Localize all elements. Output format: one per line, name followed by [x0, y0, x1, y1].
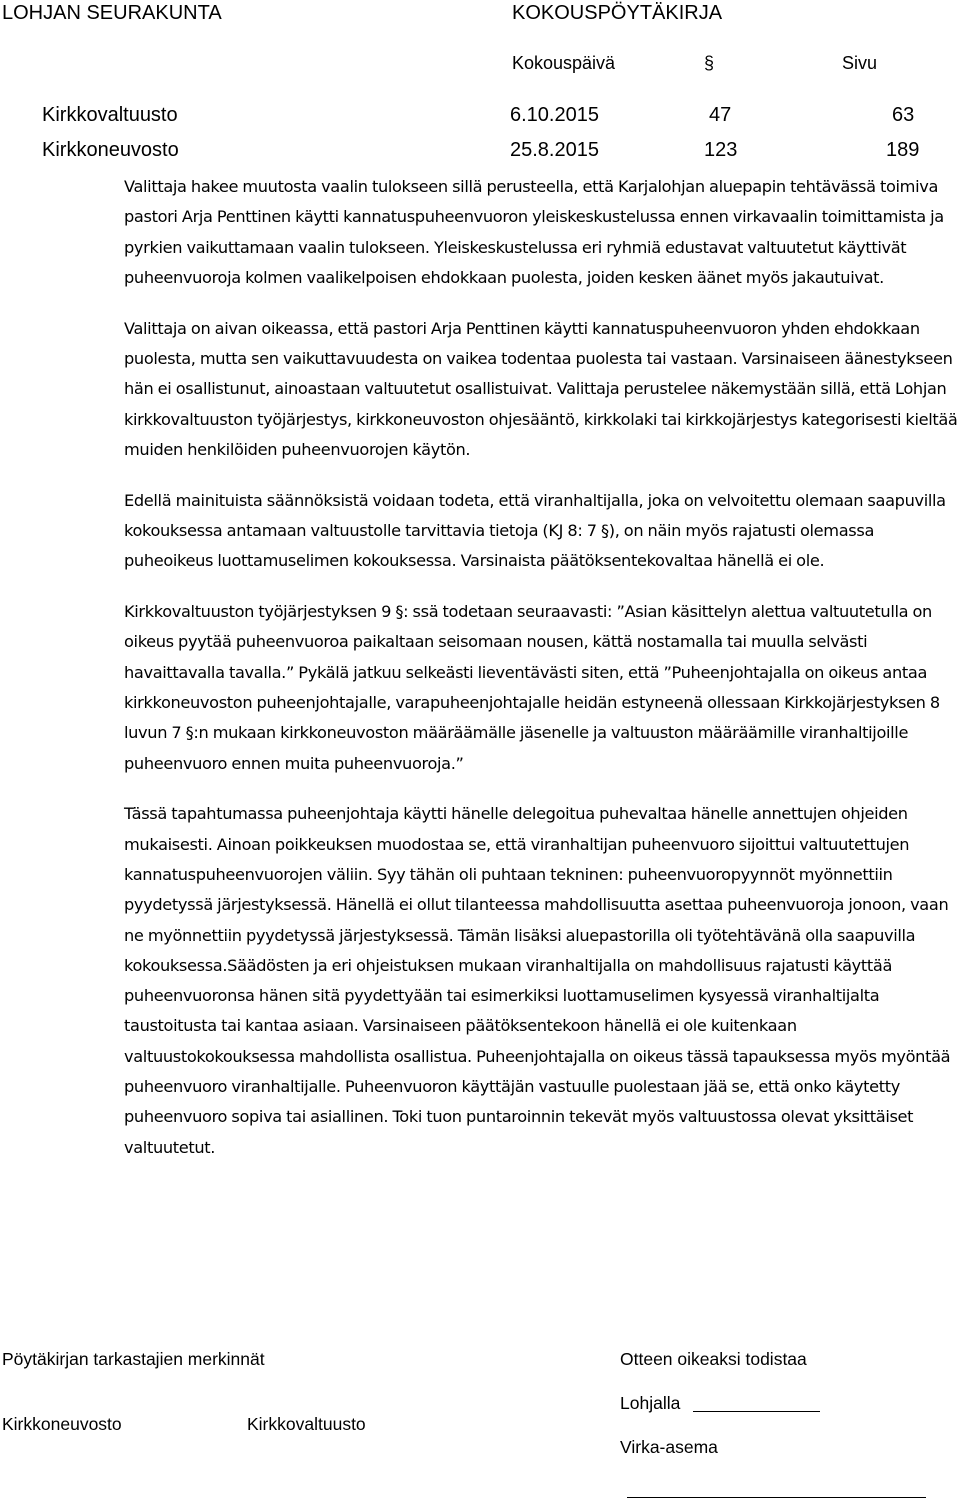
body-paragraph: Valittaja on aivan oikeassa, että pastori Arja Penttinen käytti kannatuspuheenvuoron yhden ehdokkaan puolesta, mutta sen vaikuttavuudesta on vaikea todentaa puolesta tai vastaan. Varsinaiseen äänestykseen hän ei osallistunut, ainoastaan valtuutetut osallistuivat. Valittaja perustelee näkemystään sillä, että Lohjan kirkkovaltuuston työjärjestys, kirkkoneuvoston ohjesääntö, kirkkolaki tai kirkkojärjestys kategorisesti kieltää muiden henkilöiden puheenvuorojen käytön. — [124, 318, 958, 459]
place-label: Lohjalla — [620, 1393, 681, 1413]
signature-line — [627, 1497, 926, 1498]
body-paragraph: Tässä tapahtumassa puheenjohtaja käytti hänelle delegoitua puhevaltaa hänelle annettujen ohjeiden mukaisesti. Ainoan poikkeuksen muodostaa se, että viranhaltijan puheenvuoro sijoittui valtuutettujen kannatuspuheenvuorojen väliin. Syy tähän oli puhtaan tekninen: puheenvuoropyynnöt myönnettiin pyydetyssä järjestyksessä. Hänellä ei ollut tilanteessa mahdollisuutta asettaa puheenvuoroja jonoon, vaan ne myönnettiin pyydetyssä järjestyksessä. Tämän lisäksi aluepastorilla oli työtehtävänä olla saapuvilla kokouksessa.Säädösten ja eri ohjeistuksen mukaan viranhaltijalla on mahdollisuus rajatusti käyttää puheenvuoronsa hänen sitä pyydettyään tai esimerkiksi luottamuselimen kysyessä viranhaltijalta taustoitusta tai kantaa asiaan. Varsinaiseen päätöksentekoon hänellä ei ole kuitenkaan valtuustokokouksessa mahdollista osallistua. Puheenjohtajalla on oikeus tässä tapauksessa myös myöntää puheenvuoro viranhaltijalle. Puheenvuoron käyttäjän vastuulle puolestaan jää se, että onko käytetty puheenvuoro sopiva tai asiallinen. Toki tuon puntaroinnin tekevät myös valtuustossa olevat yksittäiset valtuutetut. — [124, 804, 951, 1157]
meeting-section: 47 — [709, 104, 732, 126]
meeting-page: 189 — [886, 139, 920, 161]
certified-copy-label: Otteen oikeaksi todistaa — [620, 1349, 807, 1369]
meeting-date: 6.10.2015 — [510, 104, 599, 126]
body-paragraph: Edellä mainituista säännöksistä voidaan todeta, että viranhaltijalla, joka on velvoitettu olemaan saapuvilla kokouksessa antamaan valtuustolle tarvittavia tietoja (KJ 8: 7 §), on näin myös rajatusti olemassa puheoikeus luottamuselimen kokouksessa. Varsinaista päätöksentekovaltaa hänellä ei ole. — [124, 490, 946, 571]
meeting-body: Kirkkoneuvosto — [42, 139, 179, 161]
church-council-signature-label: Kirkkoneuvosto — [2, 1414, 122, 1434]
meeting-page: 63 — [892, 104, 915, 126]
organization-name: LOHJAN SEURAKUNTA — [2, 2, 222, 24]
place-signature-line — [693, 1411, 820, 1412]
page-label: Sivu — [842, 53, 878, 73]
body-paragraph: Kirkkovaltuuston työjärjestyksen 9 §: ssä todetaan seuraavasti: ”Asian käsittelyn alettua valtuutetulla on oikeus pyytää puheenvuoroa paikaltaan seisomaan nousen, kättä nostamalla tai muulla selvästi havaittavalla tavalla.” Pykälä jatkuu selkeästi lieventävästi siten, että ”Puheenjohtajalla on oikeus antaa kirkkoneuvoston puheenjohtajalle, varapuheenjohtajalle heidän estyneenä ollessaan Kirkkojärjestyksen 8 luvun 7 §:n mukaan kirkkoneuvoston määräämälle jäsenelle ja valtuuston määräämille viranhaltijoille puheenvuoro ennen muita puheenvuoroja.” — [124, 602, 940, 773]
meeting-section: 123 — [704, 139, 738, 161]
church-assembly-signature-label: Kirkkovaltuusto — [247, 1414, 366, 1434]
inspectors-notes-label: Pöytäkirjan tarkastajien merkinnät — [2, 1349, 265, 1369]
section-label: § — [704, 53, 715, 73]
body-paragraph: Valittaja hakee muutosta vaalin tulokseen sillä perusteella, että Karjalohjan aluepapin tehtävässä toimiva pastori Arja Penttinen käytti kannatuspuheenvuoron yleiskeskustelussa ennen virkavaalin toimittamista ja pyrkien vaikuttamaan vaalin tulokseen. Yleiskeskustelussa eri ryhmiä edustavat valtuutetut käyttivät puheenvuoroja kolmen vaalikelpoisen ehdokkaan puolesta, joiden kesken äänet myös jakautuivat. — [124, 177, 944, 287]
position-label: Virka-asema — [620, 1437, 718, 1457]
meeting-body: Kirkkovaltuusto — [42, 104, 178, 126]
document-type: KOKOUSPÖYTÄKIRJA — [512, 2, 723, 24]
document-body — [124, 172, 960, 1183]
meeting-date: 25.8.2015 — [510, 139, 599, 161]
meeting-date-label: Kokouspäivä — [512, 53, 616, 73]
